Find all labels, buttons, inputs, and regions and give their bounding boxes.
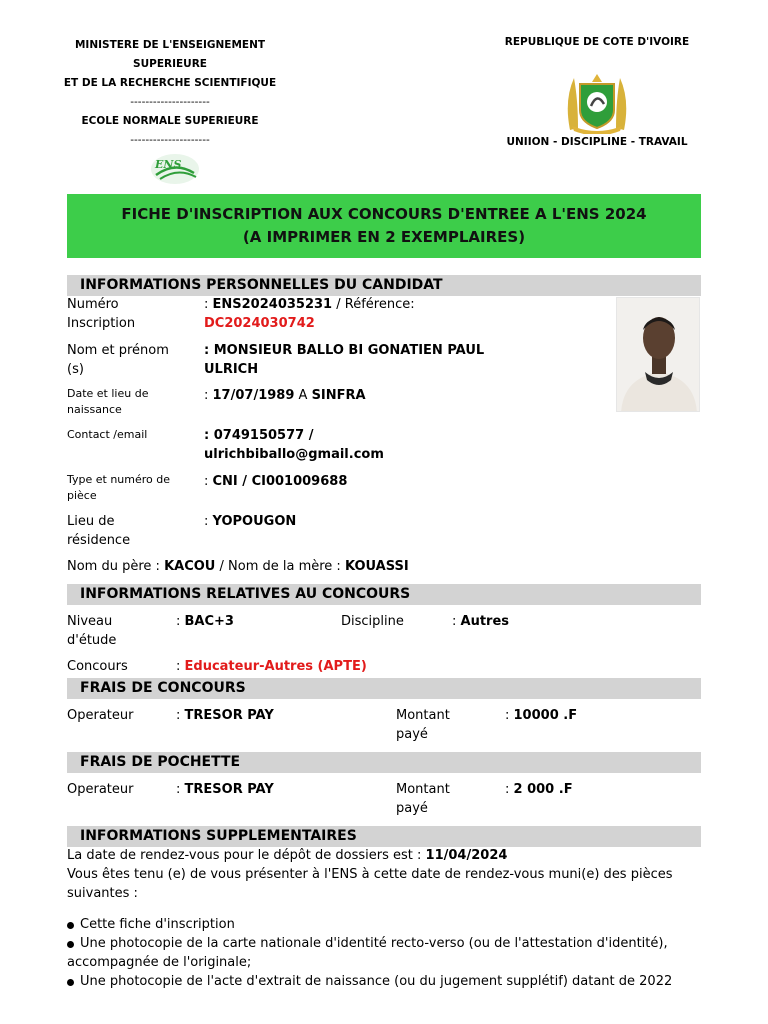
rdv-line: La date de rendez-vous pour le dépôt de dossiers est : 11/04/2024 xyxy=(67,848,508,863)
numero-value: : ENS2024035231 / Référence: xyxy=(204,297,415,312)
republic-name: REPUBLIQUE DE COTE D'IVOIRE xyxy=(504,36,690,48)
school-name: ECOLE NORMALE SUPERIEURE xyxy=(81,115,259,127)
contact-label: Contact /email xyxy=(67,428,148,441)
residence-value: : YOPOUGON xyxy=(204,514,297,529)
numero-inscription: ENS2024035231 xyxy=(212,297,333,312)
numero-label: Numéro Inscription xyxy=(67,297,136,331)
section-header-frais-pochette: FRAIS DE POCHETTE xyxy=(67,752,701,773)
section-header-supplementaires: INFORMATIONS SUPPLEMENTAIRES xyxy=(67,826,701,847)
naissance-value: : 17/07/1989 A SINFRA xyxy=(204,388,366,403)
niveau-label: Niveau d'étude xyxy=(67,614,117,648)
reference-value: DC2024030742 xyxy=(204,316,315,331)
list-item: Une photocopie de l'acte d'extrait de naissance (ou du jugement supplétif) datant de 2022 xyxy=(67,972,717,991)
section-header-personal: INFORMATIONS PERSONNELLES DU CANDIDAT xyxy=(67,275,701,296)
parents-line: Nom du père : KACOU / Nom de la mère : KOUASSI xyxy=(67,559,409,574)
operateur-label: Operateur xyxy=(67,782,134,797)
candidate-photo xyxy=(616,297,700,412)
operateur-value: : TRESOR PAY xyxy=(176,782,274,797)
niveau-value: : BAC+3 xyxy=(176,614,234,629)
montant-label: Montant payé xyxy=(396,782,450,816)
republic-motto: UNIION - DISCIPLINE - TRAVAIL xyxy=(506,136,688,148)
concours-label: Concours xyxy=(67,659,128,674)
concours-value: : Educateur-Autres (APTE) xyxy=(176,659,367,674)
coat-of-arms-icon xyxy=(560,70,634,134)
operateur-value: : TRESOR PAY xyxy=(176,708,274,723)
piece-label: Type et numéro de pièce xyxy=(67,473,171,502)
ens-logo xyxy=(150,153,200,185)
residence-label: Lieu de résidence xyxy=(67,514,131,548)
contact-value: : 0749150577 / ulrichbiballo@gmail.com xyxy=(204,428,384,462)
ministry-header xyxy=(50,36,290,150)
list-item: Une photocopie de la carte nationale d'identité recto-verso (ou de l'attestation d'identité), accompagnée de l'originale; xyxy=(67,934,717,972)
operateur-label: Operateur xyxy=(67,708,134,723)
montant-value: : 2 000 .F xyxy=(505,782,573,797)
section-header-concours: INFORMATIONS RELATIVES AU CONCOURS xyxy=(67,584,701,605)
page-title: FICHE D'INSCRIPTION AUX CONCOURS D'ENTREE A L'ENS 2024 xyxy=(121,205,647,223)
title-banner xyxy=(67,194,701,258)
naissance-label: Date et lieu de naissance xyxy=(67,387,149,416)
intro-text: Vous êtes tenu (e) de vous présenter à l'ENS à cette date de rendez-vous muni(e) des pièces suivantes : xyxy=(67,867,673,901)
discipline-value: : Autres xyxy=(452,614,510,629)
montant-label: Montant payé xyxy=(396,708,450,742)
section-header-frais-concours: FRAIS DE CONCOURS xyxy=(67,678,701,699)
piece-value: : CNI / CI001009688 xyxy=(204,474,348,489)
separator: --------------------- xyxy=(130,134,210,146)
list-item: Cette fiche d'inscription xyxy=(67,915,717,934)
separator: --------------------- xyxy=(130,96,210,108)
reference-label: Référence: xyxy=(344,297,415,312)
ministry-line-2: SUPERIEURE xyxy=(133,58,207,70)
ministry-line-1: MINISTERE DE L'ENSEIGNEMENT xyxy=(74,39,266,51)
nom-value: : MONSIEUR BALLO BI GONATIEN PAUL ULRICH xyxy=(204,343,485,377)
ministry-line-3: ET DE LA RECHERCHE SCIENTIFIQUE xyxy=(63,77,277,89)
required-documents-list xyxy=(67,915,717,991)
ens-logo-text: ENS xyxy=(155,158,182,171)
nom-label: Nom et prénom (s) xyxy=(67,343,169,377)
page-subtitle: (A IMPRIMER EN 2 EXEMPLAIRES) xyxy=(242,228,526,246)
montant-value: : 10000 .F xyxy=(505,708,578,723)
discipline-label: Discipline xyxy=(341,614,404,629)
